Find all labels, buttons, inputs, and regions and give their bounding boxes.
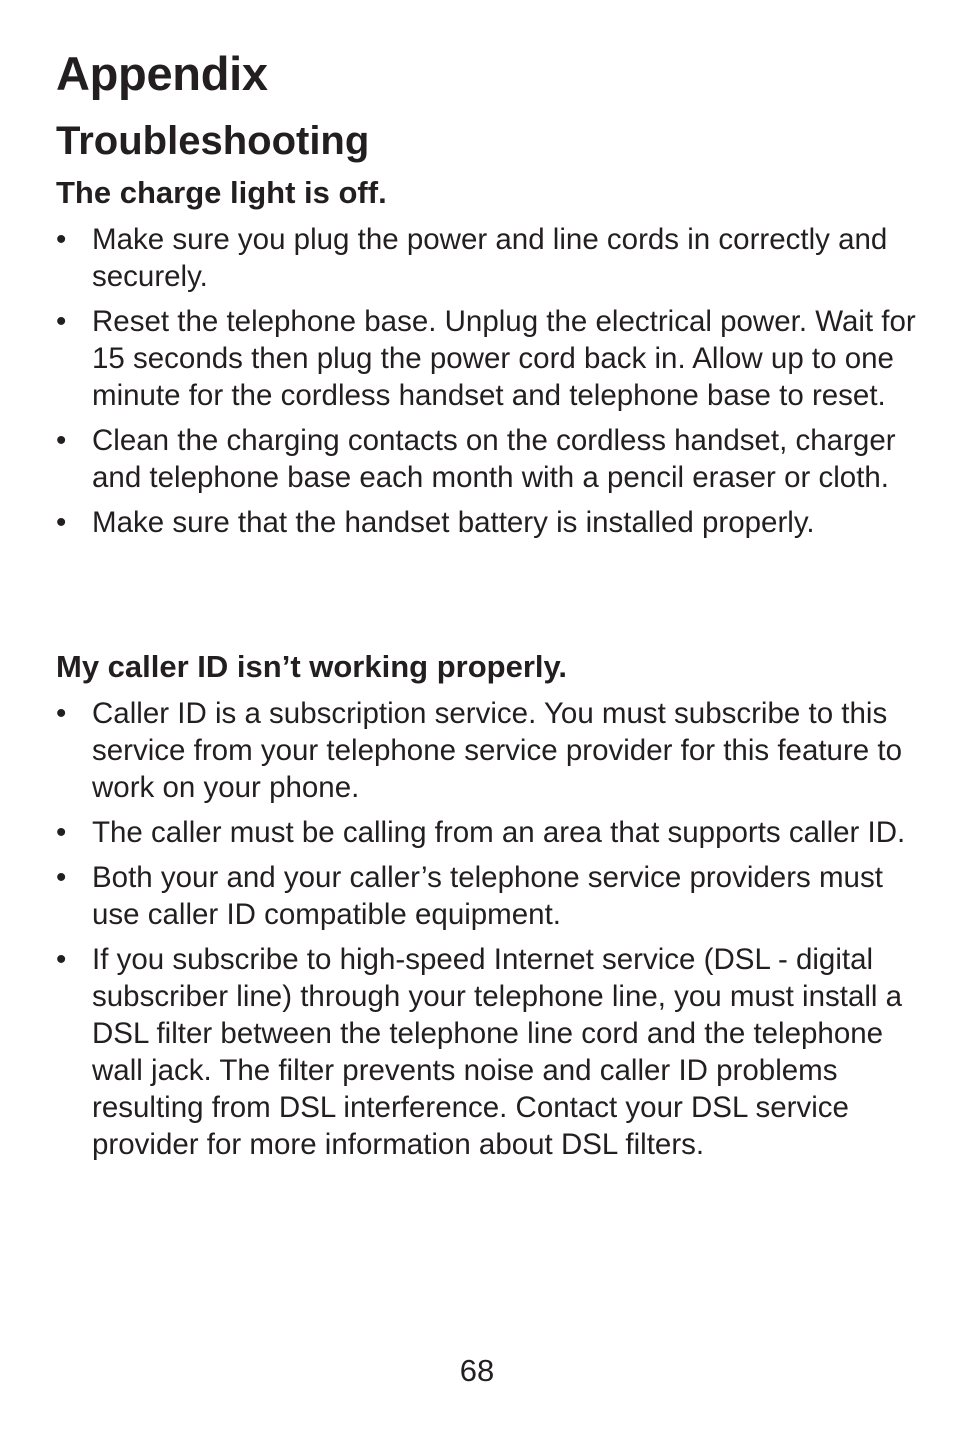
bullet-text: Make sure you plug the power and line cords in correctly and securely. <box>92 223 888 293</box>
bullet-text: Clean the charging contacts on the cordless handset, charger and telephone base each month with a pencil eraser or cloth. <box>92 424 896 494</box>
bullet-icon: • <box>56 943 67 976</box>
bullet-text: The caller must be calling from an area that supports caller ID. <box>92 816 906 849</box>
page-title: Appendix <box>56 47 268 100</box>
topic-heading-charge-light: The charge light is off. <box>56 175 387 210</box>
bullet-icon: • <box>56 816 67 849</box>
topic-heading-caller-id: My caller ID isn’t working properly. <box>56 649 568 684</box>
bullet-icon: • <box>56 305 67 338</box>
bullet-icon: • <box>56 424 67 457</box>
list-item <box>56 859 916 933</box>
list-item <box>56 941 916 1163</box>
list-item <box>56 504 916 541</box>
bullet-text: Reset the telephone base. Unplug the electrical power. Wait for 15 seconds then plug the power cord back in. Allow up to one minute for the cordless handset and telephone base to reset. <box>92 305 916 412</box>
list-item <box>56 422 916 496</box>
charge-light-bullet-list <box>56 221 916 549</box>
bullet-icon: • <box>56 223 67 256</box>
bullet-icon: • <box>56 506 67 539</box>
bullet-text: Both your and your caller’s telephone service providers must use caller ID compatible equipment. <box>92 861 883 931</box>
bullet-text: Caller ID is a subscription service. You must subscribe to this service from your telephone service provider for this feature to work on your phone. <box>92 697 902 804</box>
page-number: 68 <box>459 1353 495 1388</box>
bullet-icon: • <box>56 861 67 894</box>
bullet-text: Make sure that the handset battery is installed properly. <box>92 506 815 539</box>
caller-id-bullet-list <box>56 695 916 1171</box>
list-item <box>56 695 916 806</box>
bullet-icon: • <box>56 697 67 730</box>
list-item <box>56 221 916 295</box>
list-item <box>56 303 916 414</box>
list-item <box>56 814 916 851</box>
bullet-text: If you subscribe to high-speed Internet service (DSL - digital subscriber line) through your telephone line, you must install a DSL filter between the telephone line cord and the telephone wall jack. The filter prevents noise and caller ID problems resulting from DSL interference. Contact your DSL service provider for more information about DSL filters. <box>92 943 903 1161</box>
section-title: Troubleshooting <box>56 119 370 163</box>
